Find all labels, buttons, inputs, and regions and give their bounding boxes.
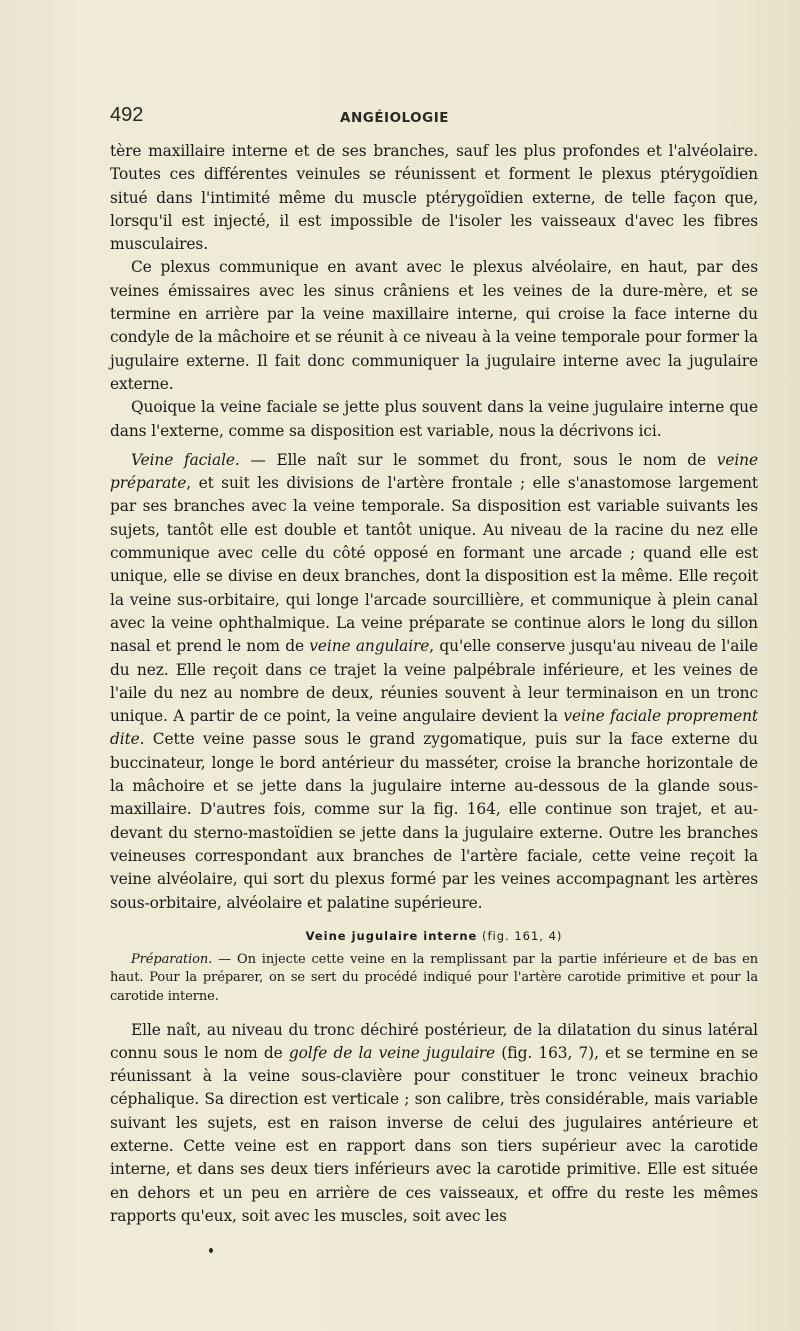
running-title: ANGÉIOLOGIE [340, 110, 449, 126]
preparation-label: Préparation. [131, 951, 213, 967]
term-veine-preparate: veine préparate [110, 450, 758, 493]
term-veine-faciale-proprement-dite: veine faciale proprement dite [110, 707, 759, 749]
section-title-veine-faciale: Veine faciale. [131, 450, 240, 469]
body-text [110, 140, 758, 1228]
page-number: 492 [110, 104, 144, 126]
paragraph-veine-faciale: Veine faciale. — Elle naît sur le sommet du front, sous le nom de veine préparate, et suit les divisions de l'artère frontale ; elle s'anastomose largement par ses branches avec la veine temporale. Sa disposition est variable suivants les sujets, tantôt elle est double et tantôt unique. Au niveau de la racine du nez elle communique avec celle du côté opposé en formant une arcade ; quand elle est unique, elle se divise en deux branches, dont la disposition est la même. Elle reçoit la veine sus-orbitaire, qui longe l'arcade sourcillière, et communique à plein canal avec la veine ophthalmique. La veine préparate se continue alors le long du sillon nasal et prend le nom de veine angulaire, qu'elle conserve jusqu'au niveau de l'aile du nez. Elle reçoit dans ce trajet la veine palpébrale inférieure, et les veines de l'aile du nez au nombre de deux, réunies souvent à leur terminaison en un tronc unique. A partir de ce point, la veine angulaire devient la veine faciale proprement dite. Cette veine passe sous le grand zygomatique, puis sur la face externe du buccinateur, longe le bord antérieur du masséter, croise la branche horizontale de la mâchoire et se jette dans la jugulaire interne au-dessous de la glande sous-maxillaire. D'autres fois, comme sur la fig. 164, elle continue son trajet, et au-devant du sterno-mastoïdien se jette dans la jugulaire externe. Outre les branches veineuses correspondant aux branches de l'artère faciale, cette veine reçoit la veine alvéolaire, qui sort du plexus formé par les veines accompagnant les artères sous-orbitaire, alvéolaire et palatine supérieure. [110, 450, 759, 912]
section-heading-jugulaire-interne: Veine jugulaire interne (fig. 161, 4) [305, 928, 563, 943]
paragraph-plexus-communique: Ce plexus communique en avant avec le plexus alvéolaire, en haut, par des veines émissaires avec les sinus crâniens et les veines de la dure-mère, et se termine en arrière par la veine maxillaire interne, qui croise la face interne du condyle de la mâchoire et se réunit à ce niveau à la veine temporale pour former la jugulaire externe. Il fait donc communiquer la jugulaire interne avec la jugulaire externe. [110, 258, 758, 393]
ink-speck [209, 1248, 213, 1253]
page-header [110, 104, 760, 132]
term-golfe-veine-jugulaire: golfe de la veine jugulaire [288, 1043, 496, 1062]
term-veine-angulaire: veine angulaire [309, 637, 430, 656]
paragraph-plexus-pterygoidien: tère maxillaire interne et de ses branches, sauf les plus profondes et l'alvéolaire. Toutes ces différentes veinules se réunissent et forment le plexus ptérygoïdien situé dans l'intimité même du muscle ptérygoïdien externe, de telle façon que, lorsqu'il est injecté, il est impossible de l'isoler les vaisseaux d'avec les fibres musculaires. [110, 142, 758, 254]
paragraph-elle-nait: Elle naît, au niveau du tronc déchiré postérieur, de la dilatation du sinus latéral connu sous le nom de golfe de la veine jugulaire (fig. 163, 7), et se termine en se réunissant à la veine sous-clavière pour constituer le tronc veineux brachio céphalique. Sa direction est verticale ; son calibre, très considérable, mais variable suivant les sujets, est en raison inverse de celui des jugulaires antérieure et externe. Cette veine est en rapport dans son tiers supérieur avec la carotide interne, et dans ses deux tiers inférieurs avec la carotide primitive. Elle est située en dehors et un peu en arrière de ces vaisseaux, et offre du reste les mêmes rapports qu'eux, soit avec les muscles, soit avec les [110, 1020, 759, 1225]
paragraph-quoique: Quoique la veine faciale se jette plus souvent dans la veine jugulaire interne que dans l'externe, comme sa disposition est variable, nous la décrivons ici. [110, 398, 758, 440]
paragraph-preparation: Préparation. — On injecte cette veine en la remplissant par la partie inférieure et de bas en haut. Pour la préparer, on se sert du procédé indiqué pour l'artère carotide primitive et pour la carotide interne. [110, 951, 758, 1004]
